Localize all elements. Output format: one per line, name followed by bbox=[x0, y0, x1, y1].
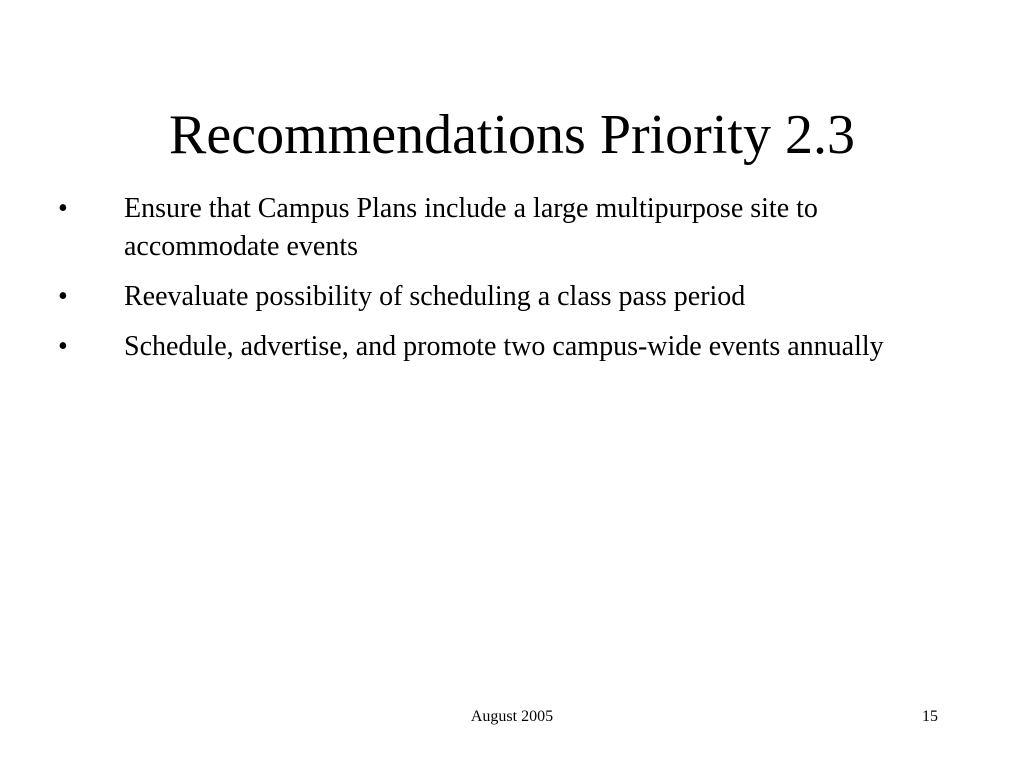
bullet-text: Ensure that Campus Plans include a large multipurpose site to accommodate events bbox=[124, 193, 818, 262]
bullet-icon: • bbox=[58, 281, 68, 312]
footer-date: August 2005 bbox=[470, 708, 554, 725]
bullet-item bbox=[56, 278, 956, 316]
bullet-item bbox=[56, 190, 956, 266]
bullet-icon: • bbox=[58, 331, 68, 362]
bullet-icon: • bbox=[58, 193, 68, 224]
bullet-text: Reevaluate possibility of scheduling a class pass period bbox=[124, 281, 746, 312]
bullet-text: Schedule, advertise, and promote two campus-wide events annually bbox=[124, 331, 884, 362]
footer-page-number: 15 bbox=[922, 708, 938, 725]
slide-title: Recommendations Priority 2.3 bbox=[169, 104, 855, 166]
bullet-list bbox=[56, 190, 956, 378]
bullet-item bbox=[56, 328, 956, 366]
